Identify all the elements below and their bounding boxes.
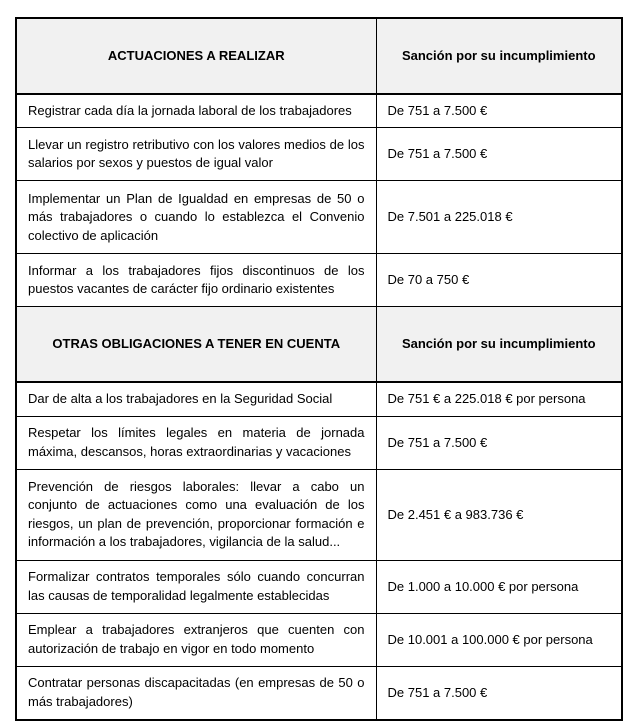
table-row bbox=[16, 613, 622, 666]
action-cell: Respetar los límites legales en materia de jornada máxima, descansos, horas extraordinarias y vacaciones bbox=[16, 416, 376, 469]
action-cell: Dar de alta a los trabajadores en la Seguridad Social bbox=[16, 382, 376, 416]
sanction-cell: De 751 a 7.500 € bbox=[376, 128, 622, 181]
sanction-cell: De 751 a 7.500 € bbox=[376, 94, 622, 128]
table-row bbox=[16, 560, 622, 613]
table-header-row-otras-obligaciones bbox=[16, 307, 622, 383]
sanction-cell: De 70 a 750 € bbox=[376, 254, 622, 307]
sanction-cell: De 10.001 a 100.000 € por persona bbox=[376, 613, 622, 666]
sanction-cell: De 751 a 7.500 € bbox=[376, 666, 622, 720]
table-row bbox=[16, 469, 622, 560]
action-cell: Informar a los trabajadores fijos discontinuos de los puestos vacantes de carácter fijo ordinario existentes bbox=[16, 254, 376, 307]
action-cell: Emplear a trabajadores extranjeros que cuenten con autorización de trabajo en vigor en todo momento bbox=[16, 613, 376, 666]
action-cell: Prevención de riesgos laborales: llevar a cabo un conjunto de actuaciones como una evaluación de los riesgos, un plan de prevención, proporcionar formación e información a los trabajadores, vigilancia de la salud... bbox=[16, 469, 376, 560]
action-cell: Llevar un registro retributivo con los valores medios de los salarios por sexos y puestos de igual valor bbox=[16, 128, 376, 181]
sanction-cell: De 2.451 € a 983.736 € bbox=[376, 469, 622, 560]
action-cell: Implementar un Plan de Igualdad en empresas de 50 o más trabajadores o cuando lo establezca el Convenio colectivo de aplicación bbox=[16, 181, 376, 254]
table-row bbox=[16, 416, 622, 469]
column-header-actuaciones: ACTUACIONES A REALIZAR bbox=[16, 18, 376, 94]
table-row bbox=[16, 181, 622, 254]
table-row bbox=[16, 254, 622, 307]
column-header-sancion-1: Sanción por su incumplimiento bbox=[376, 18, 622, 94]
action-cell: Contratar personas discapacitadas (en empresas de 50 o más trabajadores) bbox=[16, 666, 376, 720]
action-cell: Registrar cada día la jornada laboral de los trabajadores bbox=[16, 94, 376, 128]
obligations-sanctions-table bbox=[15, 17, 623, 721]
sanction-cell: De 1.000 a 10.000 € por persona bbox=[376, 560, 622, 613]
table-row bbox=[16, 94, 622, 128]
column-header-sancion-2: Sanción por su incumplimiento bbox=[376, 307, 622, 383]
table-row bbox=[16, 128, 622, 181]
sanction-cell: De 7.501 a 225.018 € bbox=[376, 181, 622, 254]
table-header-row-actuaciones bbox=[16, 18, 622, 94]
action-cell: Formalizar contratos temporales sólo cuando concurran las causas de temporalidad legalmente establecidas bbox=[16, 560, 376, 613]
sanction-cell: De 751 € a 225.018 € por persona bbox=[376, 382, 622, 416]
column-header-otras-obligaciones: OTRAS OBLIGACIONES A TENER EN CUENTA bbox=[16, 307, 376, 383]
table-row bbox=[16, 382, 622, 416]
sanction-cell: De 751 a 7.500 € bbox=[376, 416, 622, 469]
table-row bbox=[16, 666, 622, 720]
